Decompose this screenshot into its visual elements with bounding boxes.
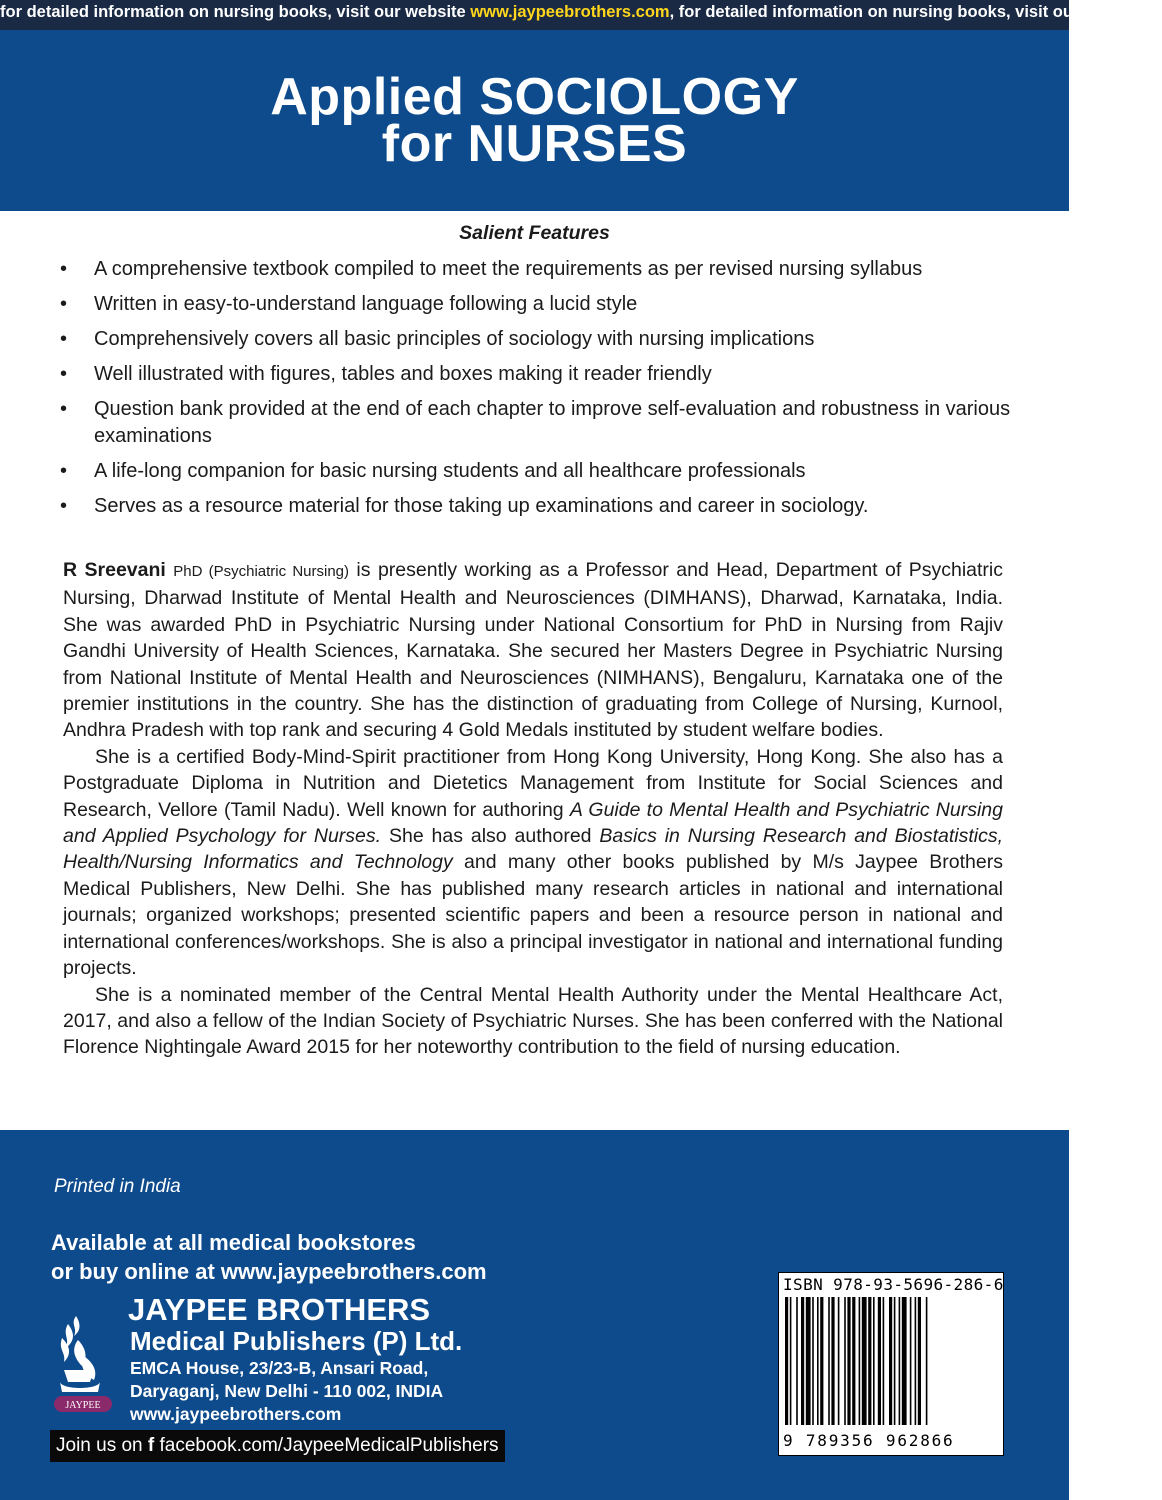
bullet-icon: • <box>60 495 68 517</box>
availability-line2[interactable]: or buy online at www.jaypeebrothers.com <box>51 1259 487 1284</box>
publisher-address <box>130 1357 443 1426</box>
top-banner-strip <box>0 0 1162 30</box>
features-heading: Salient Features <box>459 222 610 244</box>
feature-text: A comprehensive textbook compiled to meet the requirements as per revised nursing syllabus <box>94 258 923 280</box>
feature-item <box>60 396 1020 450</box>
feature-item <box>60 493 1020 520</box>
feature-text: Written in easy-to-understand language following a lucid style <box>94 293 638 315</box>
bullet-icon: • <box>60 460 68 482</box>
publisher-name: JAYPEE BROTHERS <box>128 1292 431 1327</box>
feature-item <box>60 291 1020 318</box>
book-title-line1: Applied SOCIOLOGY <box>270 68 799 126</box>
feature-text: Well illustrated with figures, tables and boxes making it reader friendly <box>94 363 712 385</box>
feature-item <box>60 361 1020 388</box>
book-title <box>0 30 1069 173</box>
feature-text: Serves as a resource material for those taking up examinations and career in sociology. <box>94 495 869 517</box>
bullet-icon: • <box>60 258 68 280</box>
feature-text: Comprehensively covers all basic principles of sociology with nursing implications <box>94 328 815 350</box>
author-name: R Sreevani <box>63 559 166 581</box>
facebook-icon: f <box>147 1435 155 1456</box>
top-strip-url[interactable]: www.jaypeebrothers.com <box>470 3 670 21</box>
logo-label: JAYPEE <box>65 1400 101 1411</box>
author-bio <box>63 557 1003 1061</box>
availability-line1: Available at all medical bookstores <box>51 1230 416 1255</box>
bio-paragraph-2 <box>63 744 1003 982</box>
feature-text: A life-long companion for basic nursing students and all healthcare professionals <box>94 460 806 482</box>
address-line2: Daryaganj, New Delhi - 110 002, INDIA <box>130 1381 444 1401</box>
bio-paragraph-3: She is a nominated member of the Central Mental Health Authority under the Mental Healthcare Act, 2017, and also a fellow of the Indian Society of Psychiatric Nurses. She has been conferred with the National Florence Nightingale Award 2015 for her noteworthy contribution to the field of nursing education. <box>63 983 1003 1059</box>
availability-text <box>51 1228 487 1286</box>
isbn-barcode <box>778 1272 1004 1456</box>
feature-item <box>60 256 1020 283</box>
facebook-link[interactable] <box>50 1430 505 1462</box>
bullet-icon: • <box>60 328 68 350</box>
top-strip-text-suffix: , for detailed information on nursing books, visit our website w <box>669 3 1162 21</box>
bullet-icon: • <box>60 293 68 315</box>
bio-paragraph-1 <box>63 557 1003 744</box>
feature-item <box>60 326 1020 353</box>
bio-p2-text-a: She is a certified Body-Mind-Spirit practitioner from Hong Kong University, Hong Kong. She also has a Postgraduate Diploma in Nutrition and Dietetics Management from Institute for Social Sciences and Research, Vellore (Tamil Nadu). Well known for authoring <box>63 745 1003 821</box>
bullet-icon: • <box>60 363 68 385</box>
feature-text: Question bank provided at the end of each chapter to improve self-evaluation and robustness in various examinations <box>94 398 1011 447</box>
bio-p2-text-c: She has also authored <box>381 825 600 848</box>
feature-item <box>60 458 1020 485</box>
facebook-url[interactable]: facebook.com/JaypeeMedicalPublishers <box>154 1435 499 1456</box>
author-credential: PhD (Psychiatric Nursing) <box>173 563 349 580</box>
barcode-bars-icon <box>785 1297 999 1429</box>
bio-p1-text: is presently working as a Professor and Head, Department of Psychiatric Nursing, Dharwad Institute of Mental Health and Neurosciences (DIMHANS), Dharwad, Karnataka, India. She was awarded PhD in Psychiatric Nursing under National Consortium for PhD in Nursing from Rajiv Gandhi University of Health Sciences, Karnataka. She secured her Masters Degree in Psychiatric Nursing from National Institute of Mental Health and Neurosciences (NIMHANS), Bengaluru, Karnataka one of the premier institutions in the country. She has the distinction of graduating from College of Nursing, Kurnool, Andhra Pradesh with top rank and securing 4 Gold Medals instituted by student welfare bodies. <box>63 559 1003 742</box>
facebook-prefix: Join us on <box>56 1435 148 1456</box>
isbn-label: ISBN 978-93-5696-286-6 <box>783 1275 1004 1294</box>
book-title-line2: for NURSES <box>381 115 688 173</box>
address-line1: EMCA House, 23/23-B, Ansari Road, <box>130 1358 429 1378</box>
footer-band <box>0 1130 1069 1500</box>
publisher-subtitle: Medical Publishers (P) Ltd. <box>130 1326 463 1356</box>
title-band <box>0 30 1069 211</box>
bullet-icon: • <box>60 398 68 420</box>
bio-p2-book-titles-2: Basics in Nursing Research and Biostatistics, Health/Nursing Informatics and Technology <box>63 825 1003 874</box>
top-strip-text-prefix: for detailed information on nursing books, visit our website <box>0 3 471 21</box>
bio-p2-book-titles-1: A Guide to Mental Health and Psychiatric Nursing and Applied Psychology for Nurses. <box>63 798 1003 848</box>
features-list <box>60 256 1020 528</box>
address-website[interactable]: www.jaypeebrothers.com <box>130 1404 342 1424</box>
printed-in-india: Printed in India <box>54 1176 181 1197</box>
jaypee-logo-icon <box>48 1310 118 1418</box>
barcode-digits: 9 789356 962866 <box>783 1431 955 1450</box>
bio-p2-text-e: and many other books published by M/s Jaypee Brothers Medical Publishers, New Delhi. She has published many research articles in national and international journals; organized workshops; presented scientific papers and been a resource person in national and international conferences/workshops. She is also a principal investigator in national and international funding projects. <box>63 851 1003 980</box>
